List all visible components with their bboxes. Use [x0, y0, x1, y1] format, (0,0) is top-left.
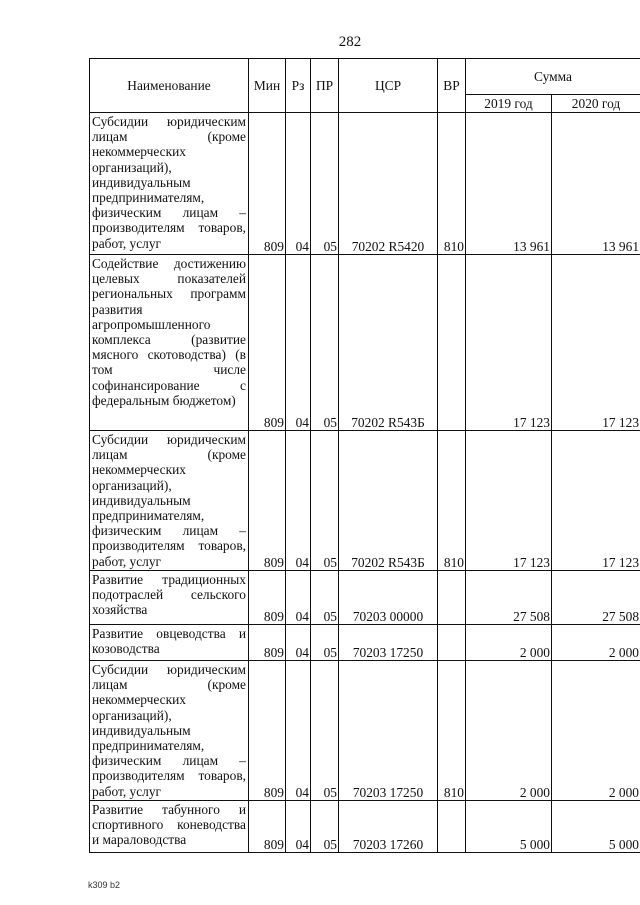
row-sum-2020: 2 000	[552, 625, 640, 661]
row-name: Субсидии юридическим лицам (кроме некоммерческих организаций), индивидуальным предпринимателям, физическим лицам – производителям товаров, работ, услуг	[90, 113, 249, 255]
row-rz: 04	[286, 661, 311, 801]
row-min: 809	[249, 113, 286, 255]
row-min: 809	[249, 625, 286, 661]
header-year-2020: 2020 год	[552, 95, 640, 113]
table-row	[90, 255, 640, 431]
row-rz: 04	[286, 625, 311, 661]
row-csr: 70202 R543Б	[339, 255, 438, 431]
header-min: Мин	[249, 59, 286, 113]
row-vr	[438, 255, 466, 431]
row-pr: 05	[311, 255, 339, 431]
row-pr: 05	[311, 625, 339, 661]
row-sum-2019: 13 961	[466, 113, 552, 255]
header-name: Наименование	[90, 59, 249, 113]
row-pr: 05	[311, 113, 339, 255]
row-min: 809	[249, 255, 286, 431]
row-name: Субсидии юридическим лицам (кроме некоммерческих организаций), индивидуальным предпринимателям, физическим лицам – производителям товаров, работ, услуг	[90, 431, 249, 571]
row-min: 809	[249, 431, 286, 571]
row-name: Субсидии юридическим лицам (кроме некоммерческих организаций), индивидуальным предпринимателям, физическим лицам – производителям товаров, работ, услуг	[90, 661, 249, 801]
table-row	[90, 113, 640, 255]
row-vr: 810	[438, 661, 466, 801]
table-row	[90, 625, 640, 661]
row-sum-2020: 13 961	[552, 113, 640, 255]
row-vr	[438, 625, 466, 661]
row-rz: 04	[286, 431, 311, 571]
row-sum-2019: 5 000	[466, 801, 552, 853]
table-row	[90, 661, 640, 801]
row-rz: 04	[286, 113, 311, 255]
row-csr: 70203 17250	[339, 625, 438, 661]
row-csr: 70203 00000	[339, 571, 438, 625]
row-csr: 70202 R543Б	[339, 431, 438, 571]
row-csr: 70203 17260	[339, 801, 438, 853]
row-csr: 70203 17250	[339, 661, 438, 801]
row-pr: 05	[311, 801, 339, 853]
row-sum-2019: 27 508	[466, 571, 552, 625]
page-number: 282	[338, 34, 362, 50]
row-vr: 810	[438, 113, 466, 255]
row-vr: 810	[438, 431, 466, 571]
table-row	[90, 431, 640, 571]
row-name: Развитие традиционных подотраслей сельского хозяйства	[90, 571, 249, 625]
row-pr: 05	[311, 431, 339, 571]
row-sum-2020: 2 000	[552, 661, 640, 801]
row-sum-2020: 27 508	[552, 571, 640, 625]
row-vr	[438, 571, 466, 625]
header-csr: ЦСР	[339, 59, 438, 113]
table-row	[90, 801, 640, 853]
row-sum-2020: 17 123	[552, 255, 640, 431]
row-sum-2019: 2 000	[466, 625, 552, 661]
row-rz: 04	[286, 571, 311, 625]
row-name: Содействие достижению целевых показателей региональных программ развития агропромышленного комплекса (развитие мясного скотоводства) (в том числе софинансирование с федеральным бюджетом)	[90, 255, 249, 431]
header-sum: Сумма	[466, 59, 640, 95]
header-year-2019: 2019 год	[466, 95, 552, 113]
table-row	[90, 571, 640, 625]
row-sum-2020: 17 123	[552, 431, 640, 571]
table-body	[90, 113, 640, 853]
budget-table	[89, 58, 640, 853]
row-min: 809	[249, 801, 286, 853]
row-name: Развитие табунного и спортивного коневодства и мараловодства	[90, 801, 249, 853]
header-rz: Рз	[286, 59, 311, 113]
row-csr: 70202 R5420	[339, 113, 438, 255]
header-pr: ПР	[311, 59, 339, 113]
row-vr	[438, 801, 466, 853]
row-min: 809	[249, 661, 286, 801]
row-min: 809	[249, 571, 286, 625]
row-sum-2019: 17 123	[466, 255, 552, 431]
row-pr: 05	[311, 571, 339, 625]
row-rz: 04	[286, 255, 311, 431]
row-name: Развитие овцеводства и козоводства	[90, 625, 249, 661]
row-sum-2020: 5 000	[552, 801, 640, 853]
row-sum-2019: 17 123	[466, 431, 552, 571]
footer-code: k309 b2	[88, 880, 121, 890]
header-vr: ВР	[438, 59, 466, 113]
row-pr: 05	[311, 661, 339, 801]
row-sum-2019: 2 000	[466, 661, 552, 801]
row-rz: 04	[286, 801, 311, 853]
